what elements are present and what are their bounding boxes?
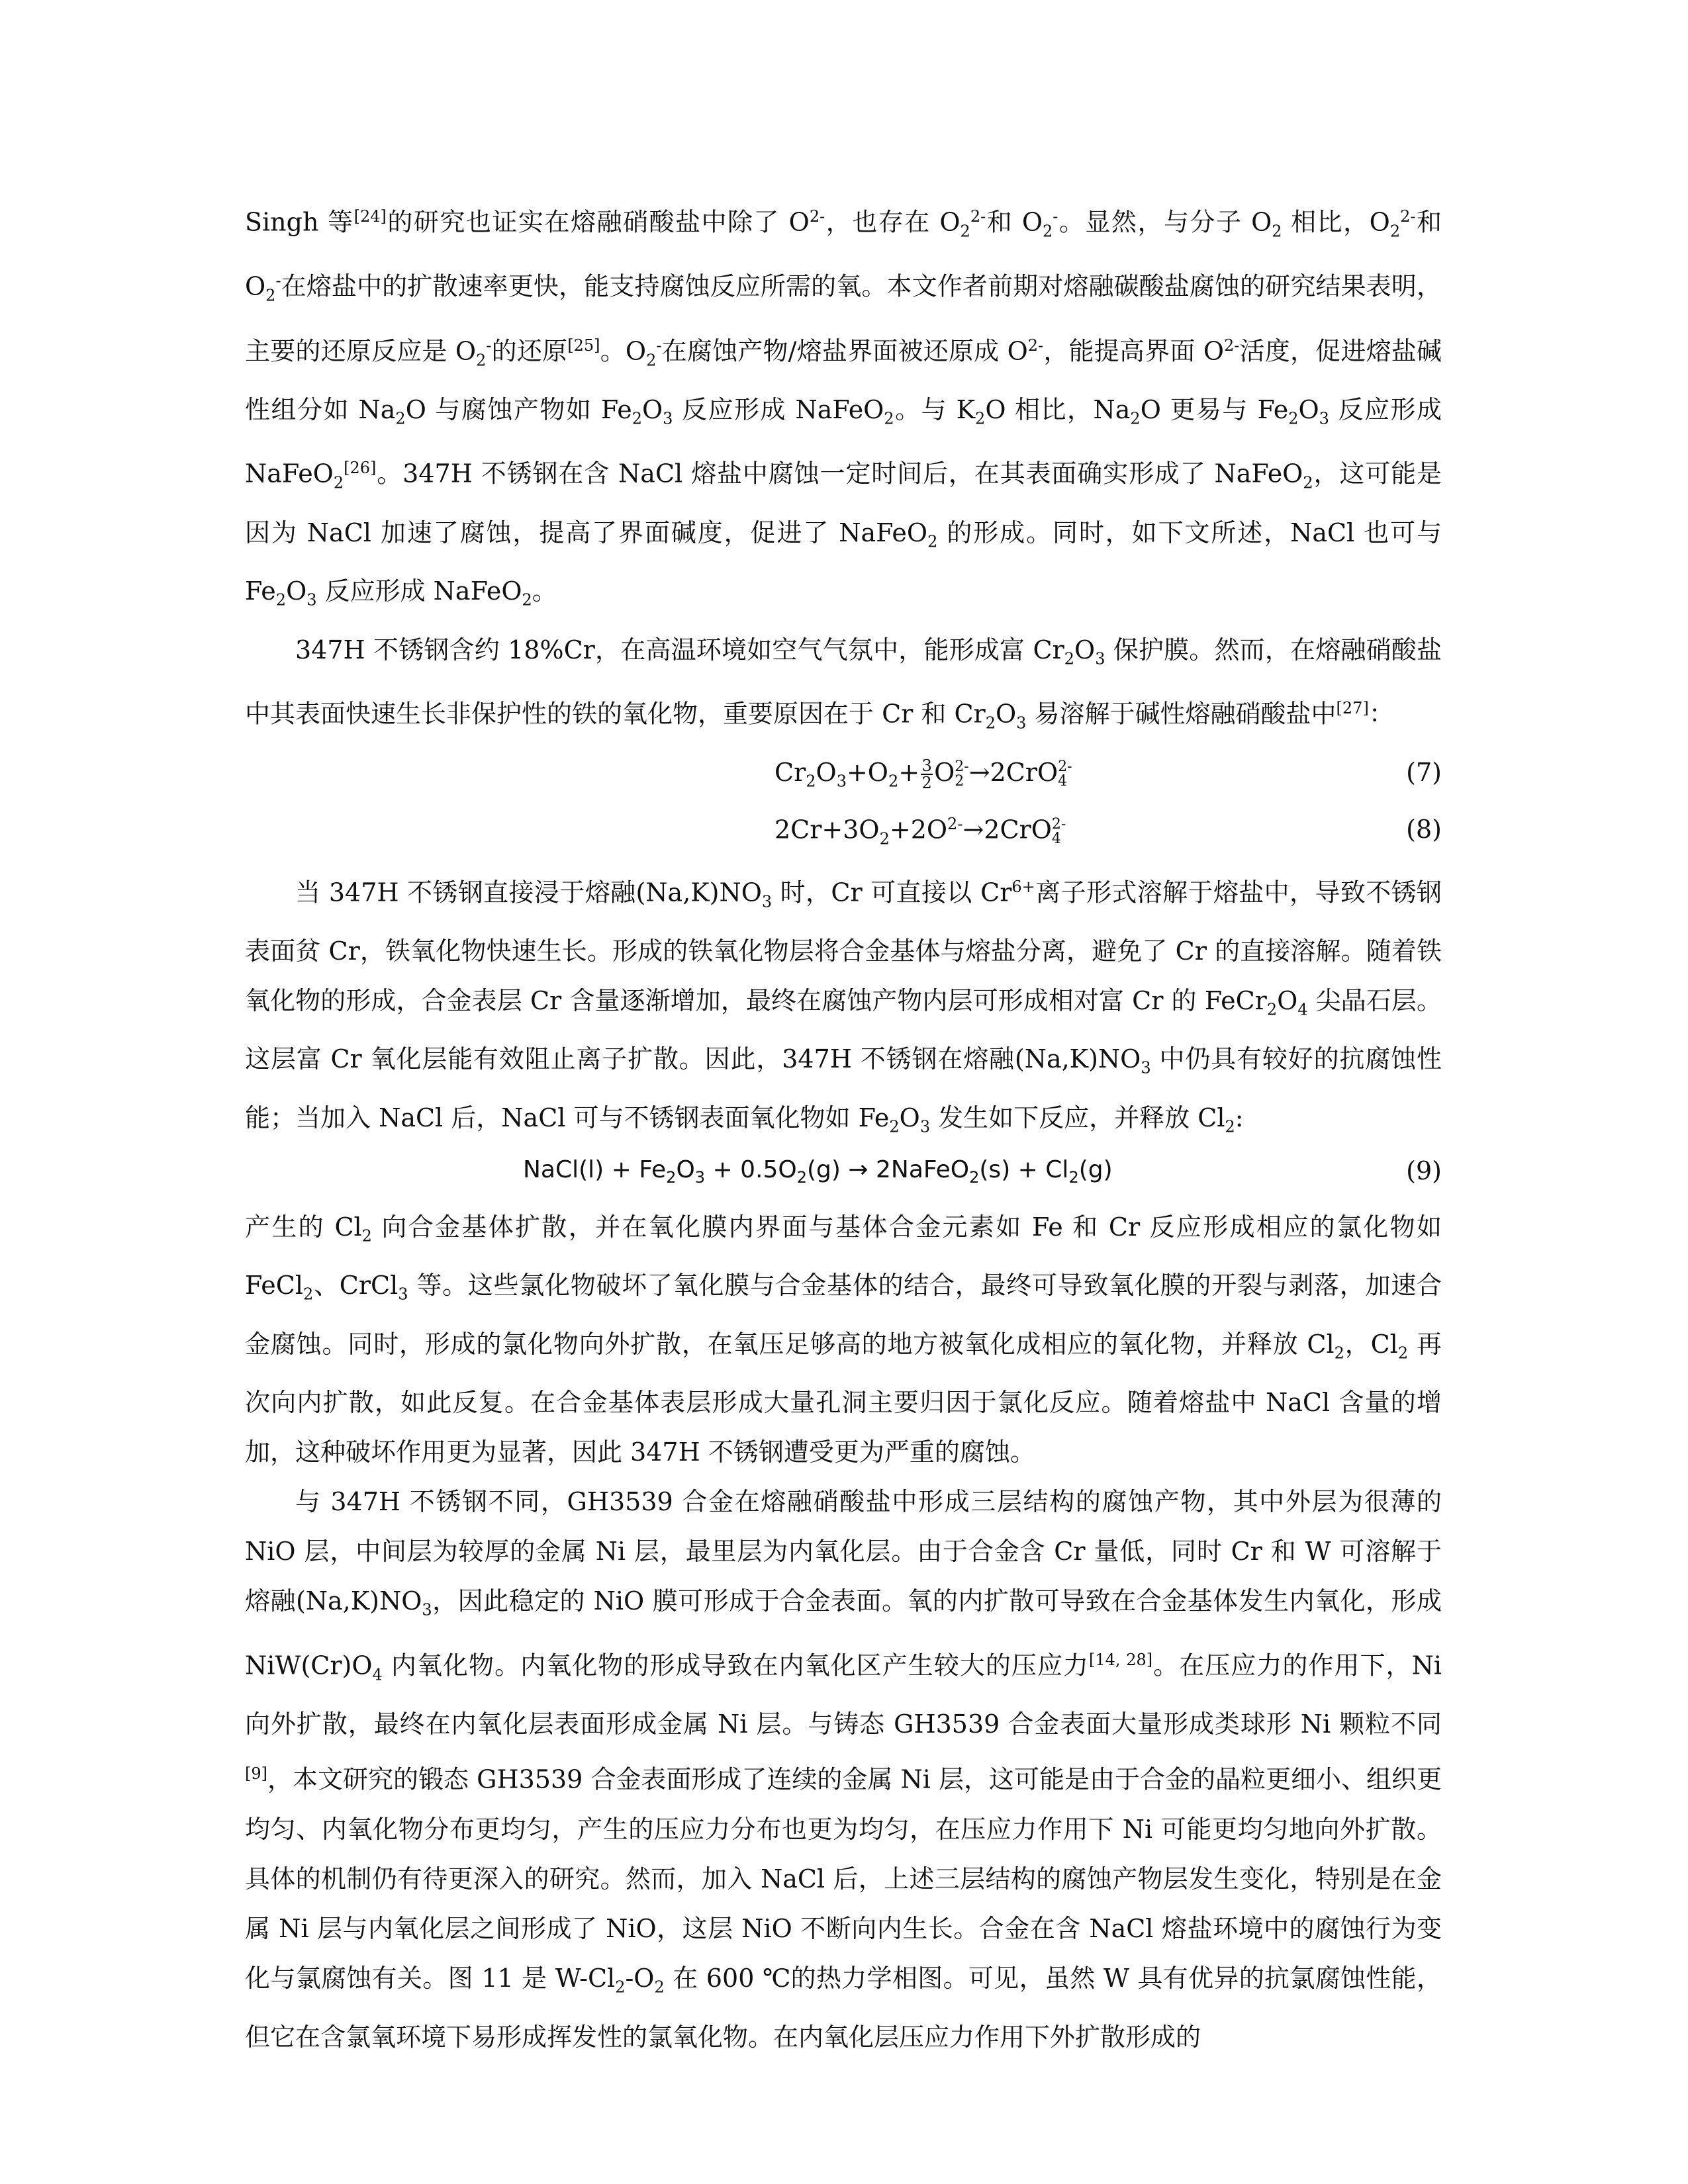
- equation-8-formula: $2Cr+3O_2+2O^{2-}\to 2CrO$ 2- 4: [774, 814, 1066, 848]
- paragraph-2: 347H 不锈钢含约 18%Cr，在高温环境如空气气氛中，能形成富 $Cr_2O_3$ 保护膜。然而，在熔融硝酸盐中其表面快速生长非保护性的铁的氧化物，重要原因在于 Cr 和 $Cr_2O_3$ 易溶解于碱性熔融硝酸盐中[27]：: [245, 635, 1442, 733]
- paragraph-1: Singh 等[24]的研究也证实在熔融硝酸盐中除了 $O^{2-}$，也存在 $O_2^{2-}$和 $O_2^-$。显然，与分子 $O_2$ 相比，$O_2^{2-}$和 $O_2^-$在熔盐中的扩散速率更快，能支持腐蚀反应所需的氧。本文作者前期对熔融碳酸盐腐蚀的研究结果表明，主要的还原反应是 $O_2^-$的还原[25]。$O_2^-$在腐蚀产物/熔盐界面被还原成 $O^{2-}$，能提高界面 $O^{2-}$活度，促进熔盐碱性组分如 $Na_2O$ 与腐蚀产物如 $Fe_2O_3$ 反应形成 NaFeO$_2$。与 $K_2O$ 相比，$Na_2O$ 更易与 $Fe_2O_3$ 反应形成 NaFeO$_2$[26]。347H 不锈钢在含 NaCl 熔盐中腐蚀一定时间后，在其表面确实形成了 NaFeO$_2$，这可能是因为 NaCl 加速了腐蚀，提高了界面碱度，促进了 NaFeO$_2$ 的形成。同时，如下文所述，NaCl 也可与 $Fe_2O_3$ 反应形成 NaFeO$_2$。: [245, 207, 1442, 610]
- equation-9-formula: NaCl(l) + $Fe_2O_3 + 0.5O_2(g)$ → 2NaFeO$_2$(s) + $Cl_2(g)$: [523, 1156, 1113, 1187]
- equation-8: [245, 805, 1442, 862]
- paper-page: [245, 192, 1442, 2062]
- equation-9-number: (9): [1406, 1156, 1442, 1185]
- paragraph-3: 当 347H 不锈钢直接浸于熔融$(Na,K)NO_3$ 时，Cr 可直接以 $Cr^{6+}$离子形式溶解于熔盐中，导致不锈钢表面贫 Cr，铁氧化物快速生长。形成的铁氧化物层将合金基体与熔盐分离，避免了 Cr 的直接溶解。随着铁氧化物的形成，合金表层 Cr 含量逐渐增加，最终在腐蚀产物内层可形成相对富 Cr 的 $FeCr_2O_4$ 尖晶石层。这层富 Cr 氧化层能有效阻止离子扩散。因此，347H 不锈钢在熔融$(Na,K)NO_3$ 中仍具有较好的抗腐蚀性能；当加入 NaCl 后，NaCl 可与不锈钢表面氧化物如 $Fe_2O_3$ 发生如下反应，并释放 $Cl_2$:: [245, 877, 1442, 1136]
- equation-7-formula: $Cr_2O_3+O_2+$ $\frac{3}{2}$ O 2- 2 →2CrO 2- 4: [774, 756, 1072, 793]
- paragraph-5: 与 347H 不锈钢不同，GH3539 合金在熔融硝酸盐中形成三层结构的腐蚀产物，其中外层为很薄的 NiO 层，中间层为较厚的金属 Ni 层，最里层为内氧化层。由于合金含 Cr 量低，同时 Cr 和 W 可溶解于熔融$(Na,K)NO_3$，因此稳定的 NiO 膜可形成于合金表面。氧的内扩散可导致在合金基体发生内氧化，形成 $NiW(Cr)O_4$ 内氧化物。内氧化物的形成导致在内氧化区产生较大的压应力[14, 28]。在压应力的作用下，Ni 向外扩散，最终在内氧化层表面形成金属 Ni 层。与铸态 GH3539 合金表面大量形成类球形 Ni 颗粒不同[9]，本文研究的锻态 GH3539 合金表面形成了连续的金属 Ni 层，这可能是由于合金的晶粒更细小、组织更均匀、内氧化物分布更均匀，产生的压应力分布也更为均匀，在压应力作用下 Ni 可能更均匀地向外扩散。具体的机制仍有待更深入的研究。然而，加入 NaCl 后，上述三层结构的腐蚀产物层发生变化，特别是在金属 Ni 层与内氧化层之间形成了 NiO，这层 NiO 不断向内生长。合金在含 NaCl 熔盐环境中的腐蚀行为变化与氯腐蚀有关。图 11 是 $W-Cl_2-O_2$ 在 600 ℃的热力学相图。可见，虽然 W 具有优异的抗氯腐蚀性能，但它在含氯氧环境下易形成挥发性的氯氧化物。在内氧化层压应力作用下外扩散形成的: [245, 1487, 1442, 2052]
- equation-9: [245, 1152, 1442, 1203]
- equation-7-number: (7): [1406, 757, 1442, 787]
- equation-7: [245, 749, 1442, 805]
- equation-8-number: (8): [1406, 814, 1442, 844]
- paragraph-4: 产生的 $Cl_2$ 向合金基体扩散，并在氧化膜内界面与基体合金元素如 Fe 和 Cr 反应形成相应的氯化物如 FeCl$_2$、CrCl$_3$ 等。这些氯化物破坏了氧化膜与合金基体的结合，最终可导致氧化膜的开裂与剥落，加速合金腐蚀。同时，形成的氯化物向外扩散，在氧压足够高的地方被氧化成相应的氧化物，并释放 $Cl_2$，$Cl_2$ 再次向内扩散，如此反复。在合金基体表层形成大量孔洞主要归因于氯化反应。随着熔盐中 NaCl 含量的增加，这种破坏作用更为显著，因此 347H 不锈钢遭受更为严重的腐蚀。: [245, 1212, 1442, 1467]
